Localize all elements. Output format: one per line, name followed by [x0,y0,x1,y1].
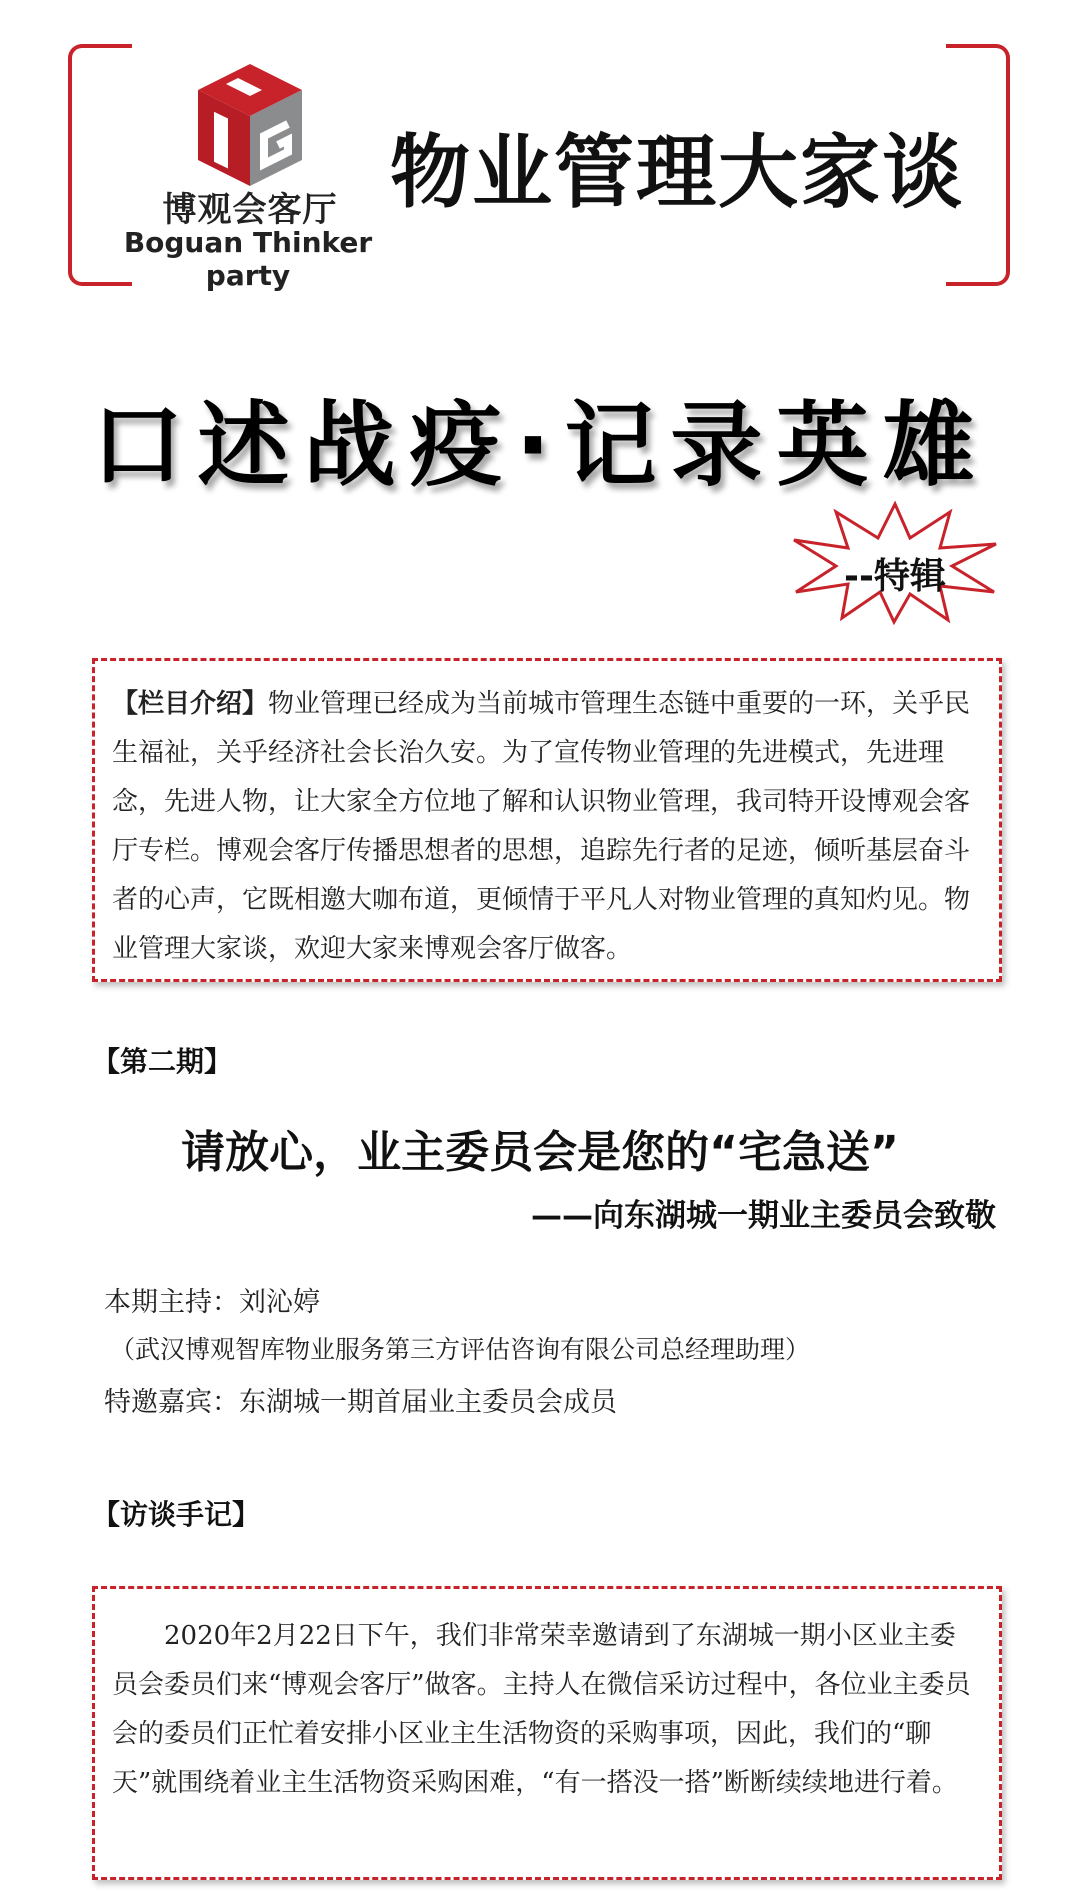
special-edition-label: --特辑 [844,556,946,597]
intro-tag: 【栏目介绍】 [112,689,269,719]
notes-label: 【访谈手记】 [92,1498,261,1531]
notes-paragraph: 2020年2月22日下午，我们非常荣幸邀请到了东湖城一期小区业主委员会委员们来“博观会客厅”做客。主持人在微信采访过程中，各位业主委员会的委员们正忙着安排小区业主生活物资的采购事项，因此，我们的“聊天”就围绕着业主生活物资采购困难，“有一搭没一搭”断断续续地进行着。 [112,1621,971,1798]
banner-title: 口述战疫·记录英雄 [91,392,989,499]
issue-subtitle: ——向东湖城一期业主委员会致敬 [531,1198,996,1234]
logo-chinese-name: 博观会客厅 [162,190,338,230]
logo-english-name: Boguan Thinker party [123,226,373,292]
intro-text: 物业管理已经成为当前城市管理生态链中重要的一环，关乎民生福祉，关乎经济社会长治久安。为了宣传物业管理的先进模式，先进理念，先进人物，让大家全方位地了解和认识物业管理，我司特开设博观会客厅专栏。博观会客厅传播思想者的思想，追踪先行者的足迹，倾听基层奋斗者的心声，它既相邀大咖布道，更倾情于平凡人对物业管理的真知灼见。物业管理大家谈，欢迎大家来博观会客厅做客。 [112,689,971,964]
column-title: 物业管理大家谈 [390,126,964,219]
intro-paragraph [112,680,992,974]
host-line: 本期主持：刘沁婷 [104,1287,320,1318]
guest-line: 特邀嘉宾：东湖城一期首届业主委员会成员 [104,1387,617,1418]
host-organization: （武汉博观智库物业服务第三方评估咨询有限公司总经理助理） [110,1335,811,1364]
issue-label: 【第二期】 [92,1045,233,1078]
boguan-logo-icon [190,60,310,190]
issue-title: 请放心，业主委员会是您的“宅急送” [181,1127,899,1178]
